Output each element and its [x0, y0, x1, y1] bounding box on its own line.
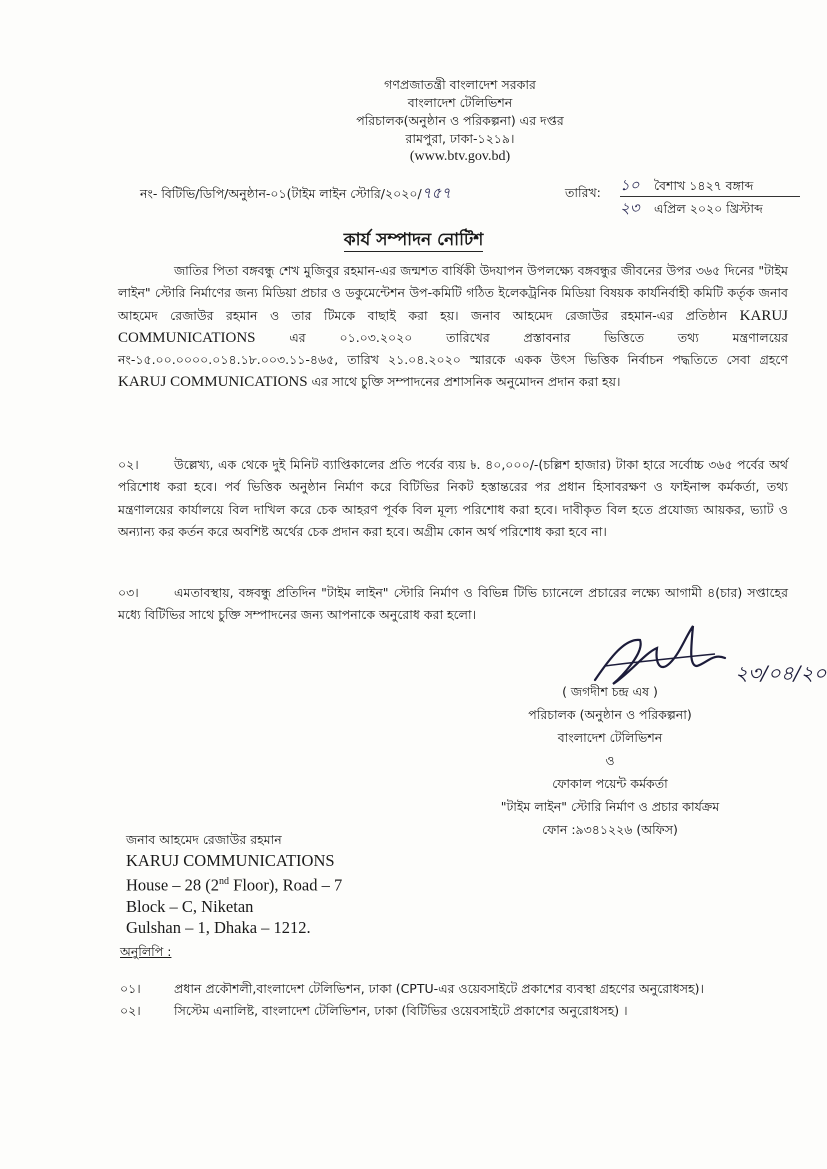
office-address: রামপুরা, ঢাকা-১২১৯। — [405, 131, 515, 146]
p3-text: এমতাবস্থায়, বঙ্গবন্ধু প্রতিদিন "টাইম লাইন" স্টোরি নির্মাণ ও বিভিন্ন টিভি চ্যানেলে প্রচারের লক্ষ্যে আগামী ৪(চার) সপ্তাহের মধ্যে বিটিভির সাথে চুক্তি সম্পাদনের জন্য আপনাকে অনুরোধ করা হলো। — [118, 585, 788, 623]
p1-text-c: এর সাথে চুক্তি সম্পাদনের প্রশাসনিক অনুমোদন প্রদান করা হয়। — [311, 374, 621, 390]
copy-list — [120, 944, 800, 1022]
signatory-designation: পরিচালক (অনুষ্ঠান ও পরিকল্পনা) — [528, 707, 692, 722]
signatory-org: বাংলাদেশ টেলিভিশন — [557, 730, 663, 745]
govt-name: গণপ্রজাতন্ত্রী বাংলাদেশ সরকার — [384, 77, 536, 92]
recipient-name: জনাব আহমেদ রেজাউর রহমান — [126, 832, 282, 847]
copy-list-item: ০১। প্রধান প্রকৌশলী,বাংলাদেশ টেলিভিশন, ঢাকা (CPTU-এর ওয়েবসাইটে প্রকাশের ব্যবস্থা গ্রহণের অনুরোধসহ)। — [120, 981, 704, 996]
recipient-address — [126, 830, 342, 938]
recipient-address-line-3: Gulshan – 1, Dhaka – 1212. — [126, 917, 311, 937]
date-english — [620, 199, 763, 218]
p1-text-a: জাতির পিতা বঙ্গবন্ধু শেখ মুজিবুর রহমান-এর জন্মশত বার্ষিকী উদযাপন উপলক্ষ্যে বঙ্গবন্ধুর জীবনের উপর ৩৬৫ দিনের "টাইম লাইন" স্টোরি নির্মাণের জন্য মিডিয়া প্রচার ও ডকুমেন্টেশন উপ-কমিটি গঠিত ইলেকট্রনিক মিডিয়া বিষয়ক কার্যনির্বাহী কমিটি কর্তৃক জনাব আহমেদ রেজাউর রহমান ও তার টিমকে বাছাই করা হয়। জনাব আহমেদ রেজাউর রহমান-এর প্রতিষ্ঠান — [118, 263, 788, 323]
date-english-day: ২৩ — [620, 199, 640, 217]
signatory-name: ( জগদীশ চন্দ্র এষ ) — [562, 684, 658, 699]
signatory-designation-3: "টাইম লাইন" স্টোরি নির্মাণ ও প্রচার কার্যক্রম — [500, 799, 720, 814]
copy-list-item: ০২। সিস্টেম এনালিষ্ট, বাংলাদেশ টেলিভিশন, ঢাকা (বিটিভির ওয়েবসাইটে প্রকাশের অনুরোধসহ) । — [120, 1003, 628, 1018]
date-bangla-day: ১০ — [620, 176, 640, 194]
date-divider — [620, 196, 800, 197]
recipient-address-line-1: House – 28 (2nd Floor), Road – 7 — [126, 875, 343, 895]
recipient-address-line-2: Block – C, Niketan — [126, 896, 254, 916]
recipient-company: KARUJ COMMUNICATIONS — [126, 851, 335, 870]
p1-company-2: KARUJ COMMUNICATIONS — [118, 374, 308, 391]
paragraph-2 — [118, 454, 788, 543]
signature-block — [440, 680, 780, 841]
paragraph-1 — [118, 260, 788, 394]
date-bangla — [620, 176, 753, 195]
office-name: পরিচালক(অনুষ্ঠান ও পরিকল্পনা) এর দপ্তর — [356, 113, 564, 128]
date-bangla-rest: বৈশাখ ১৪২৭ বঙ্গাব্দ — [654, 178, 754, 193]
p3-number: ০৩। — [118, 585, 139, 600]
p1-text-b: এর ০১.০৩.২০২০ তারিখের প্রস্তাবনার ভিত্তিতে তথ্য মন্ত্রণালয়ের নং-১৫.০০.০০০০.০১৪.১৮.০০৩.১১-৪৬৫, তারিখ ২১.০৪.২০২০ স্মারকে একক উৎস ভিত্তিক নির্বাচন পদ্ধতিতে সেবা গ্রহণে — [118, 329, 788, 368]
date-english-rest: এপ্রিল ২০২০ খ্রিস্টাব্দ — [654, 201, 763, 216]
date-label: তারিখ: — [565, 185, 601, 200]
memo-ref-label: নং- বিটিভি/ডিপি/অনুষ্ঠান-০১(টাইম লাইন স্টোরি/২০২০/ — [140, 186, 422, 201]
signatory-designation-2: ফোকাল পয়েন্ট কর্মকর্তা — [552, 776, 668, 791]
memo-ref-handwritten: ৭৫৭ — [421, 184, 451, 202]
letterhead — [300, 76, 620, 166]
p2-text: উল্লেখ্য, এক থেকে দুই মিনিট ব্যাপ্তিকালের প্রতি পর্বের ব্যয় ৳. ৪০,০০০/-(চল্লিশ হাজার) টাকা হারে সর্বোচ্চ ৩৬৫ পর্বের অর্থ পরিশোধ করা হবে। পর্ব ভিত্তিক অনুষ্ঠান নির্মাণ করে বিটিভির নিকট হস্তান্তরের পর প্রধান হিসাবরক্ষণ ও ফাইনান্স কর্মকর্তা, তথ্য মন্ত্রণালয়ের কার্যালয়ে বিল দাখিল করে চেক আহরণ পূর্বক বিল মূল্য পরিশোধ করা হবে। দাবীকৃত বিল হতে প্রযোজ্য আয়কর, ভ্যাট ও অন্যান্য কর কর্তন করে অবশিষ্ট অর্থের চেক প্রদান করা হবে। অগ্রীম কোন অর্থ পরিশোধ করা হবে না। — [118, 457, 788, 539]
org-name: বাংলাদেশ টেলিভিশন — [407, 95, 513, 110]
copy-list-label: অনুলিপি : — [120, 944, 172, 959]
notice-title: কার্য সম্পাদন নোটিশ — [343, 230, 484, 250]
signature-date: ২৩/০৪/২০ — [735, 661, 827, 685]
memo-reference — [140, 184, 451, 203]
signatory-phone: ফোন :৯৩৪১২২৬ (অফিস) — [542, 822, 678, 837]
signatory-conjunction: ও — [605, 753, 615, 768]
p2-number: ০২। — [118, 457, 139, 472]
website-link[interactable]: (www.btv.gov.bd) — [409, 149, 511, 164]
p1-company-1: KARUJ COMMUNICATIONS — [118, 307, 788, 346]
